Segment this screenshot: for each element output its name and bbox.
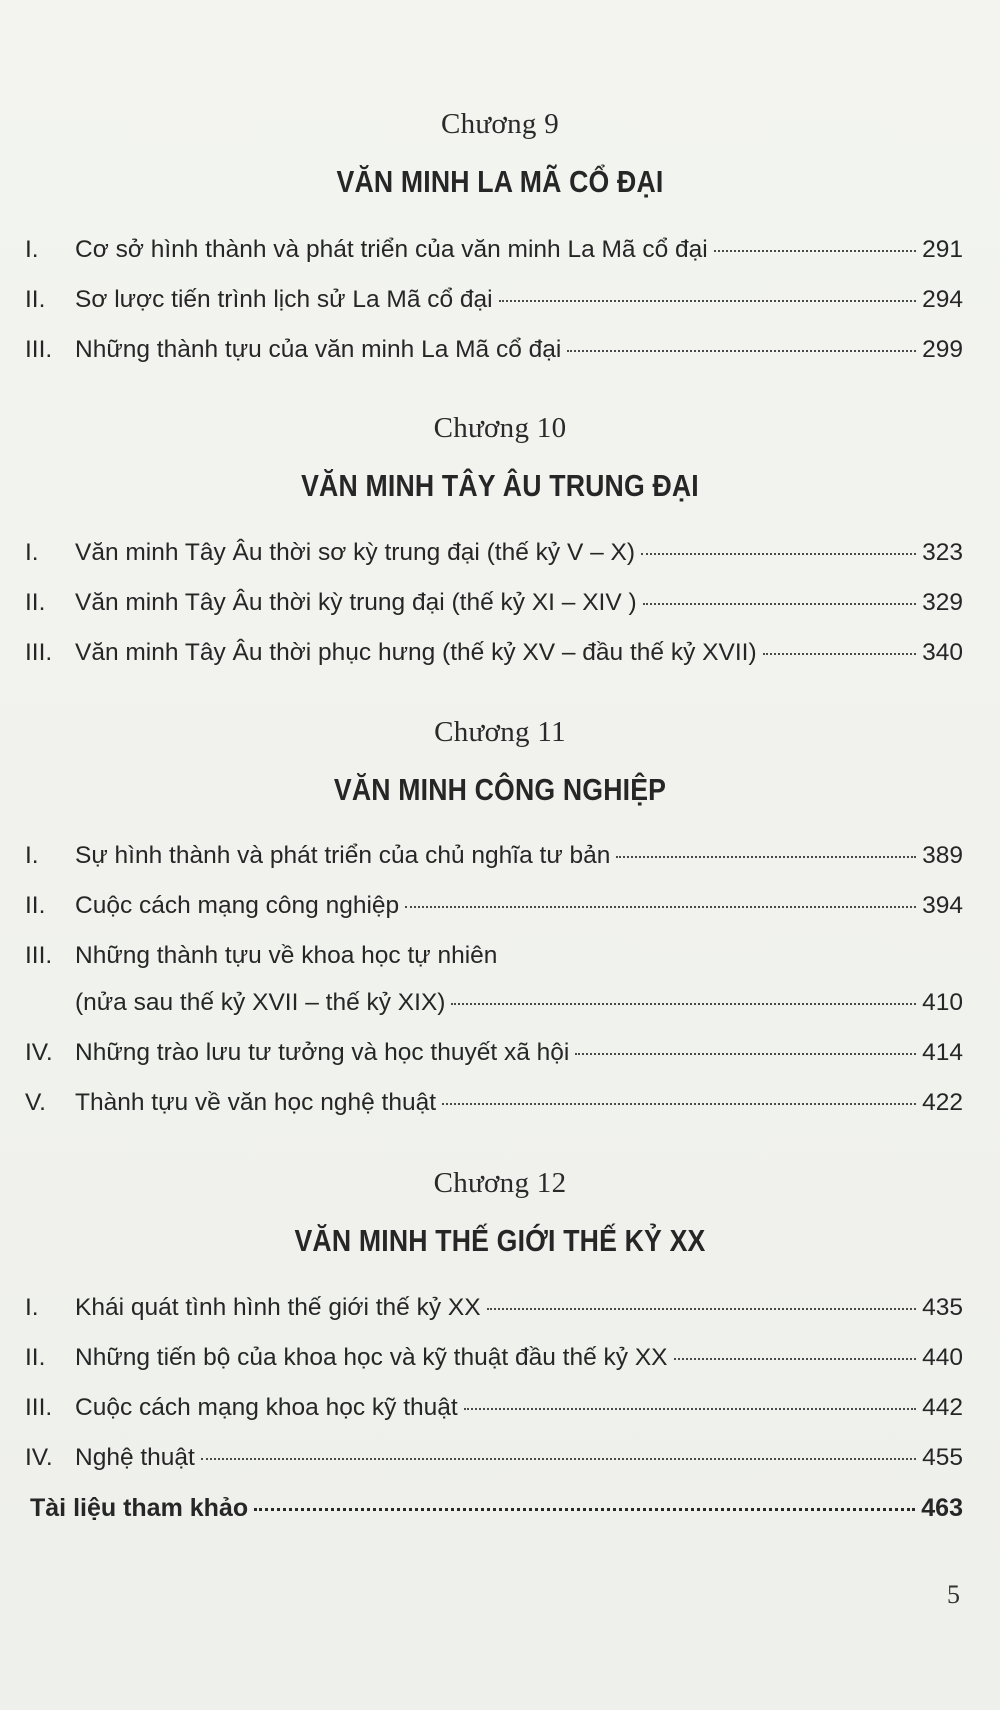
entry-title: Văn minh Tây Âu thời phục hưng (thế kỷ XV – đầu thế kỷ XVII) <box>75 639 757 666</box>
dot-leader <box>442 1103 916 1105</box>
toc-entry[interactable] <box>25 1444 963 1480</box>
entry-number: III. <box>25 1394 53 1421</box>
toc-entry[interactable] <box>25 842 963 878</box>
dot-leader <box>616 856 916 858</box>
entry-number: II. <box>25 286 46 313</box>
chapter-heading <box>0 1167 1000 1200</box>
entry-page: 435 <box>922 1294 963 1321</box>
chapter-title-text: VĂN MINH THẾ GIỚI THẾ KỶ XX <box>294 1223 706 1258</box>
entry-page: 329 <box>922 589 963 616</box>
entry-number: II. <box>25 1344 46 1371</box>
entry-number: I. <box>25 236 39 263</box>
toc-entry[interactable] <box>25 589 963 625</box>
chapter-number: Chương 9 <box>440 108 560 140</box>
toc-entry[interactable] <box>25 1294 963 1330</box>
chapter-heading <box>0 412 1000 445</box>
chapter-title <box>0 772 1000 808</box>
entry-page: 323 <box>922 539 963 566</box>
entry-title-continuation: (nửa sau thế kỷ XVII – thế kỷ XIX) <box>75 989 446 1016</box>
entry-page: 455 <box>922 1444 963 1471</box>
dot-leader <box>405 906 916 908</box>
toc-entry[interactable] <box>25 892 963 928</box>
entry-number: III. <box>25 336 53 363</box>
entry-page: 294 <box>922 286 963 313</box>
entry-page: 410 <box>922 989 963 1016</box>
entry-title: Thành tựu về văn học nghệ thuật <box>75 1089 437 1116</box>
entry-number: I. <box>25 1294 39 1321</box>
entry-page: 414 <box>922 1039 963 1066</box>
toc-entry[interactable] <box>25 1089 963 1125</box>
entry-page: 422 <box>922 1089 963 1116</box>
entry-number: I. <box>25 539 39 566</box>
entry-number: I. <box>25 842 39 869</box>
chapter-title-text: VĂN MINH LA MÃ CỔ ĐẠI <box>336 164 664 199</box>
entry-page: 389 <box>922 842 963 869</box>
entry-number: V. <box>25 1089 46 1116</box>
entry-number: II. <box>25 589 46 616</box>
chapter-title <box>0 468 1000 504</box>
entry-title: Những trào lưu tư tưởng và học thuyết xã hội <box>75 1039 570 1066</box>
toc-entry[interactable] <box>25 1344 963 1380</box>
toc-entry-continuation[interactable] <box>25 989 963 1025</box>
entry-number: IV. <box>25 1039 53 1066</box>
dot-leader <box>487 1308 917 1310</box>
entry-number: II. <box>25 892 46 919</box>
entry-title: Những thành tựu về khoa học tự nhiên <box>75 942 498 969</box>
entry-number: IV. <box>25 1444 53 1471</box>
chapter-title <box>0 164 1000 200</box>
toc-entry[interactable] <box>25 1394 963 1430</box>
toc-entry[interactable] <box>25 639 963 675</box>
dot-leader <box>254 1508 915 1511</box>
toc-entry[interactable] <box>25 1039 963 1075</box>
chapter-title-text: VĂN MINH TÂY ÂU TRUNG ĐẠI <box>301 468 699 503</box>
dot-leader <box>567 350 916 352</box>
entry-title: Sơ lược tiến trình lịch sử La Mã cổ đại <box>75 286 493 313</box>
entry-title: Cuộc cách mạng khoa học kỹ thuật <box>75 1394 458 1421</box>
chapter-title-text: VĂN MINH CÔNG NGHIỆP <box>333 772 667 807</box>
toc-entry[interactable] <box>25 286 963 322</box>
entry-page: 291 <box>922 236 963 263</box>
entry-title: Cơ sở hình thành và phát triển của văn minh La Mã cổ đại <box>75 236 708 263</box>
entry-title: Nghệ thuật <box>75 1444 195 1471</box>
toc-entry[interactable] <box>25 539 963 575</box>
dot-leader <box>575 1053 916 1055</box>
entry-page: 440 <box>922 1344 963 1371</box>
chapter-number: Chương 12 <box>433 1167 567 1199</box>
references-page: 463 <box>921 1494 963 1522</box>
entry-page: 442 <box>922 1394 963 1421</box>
chapter-number: Chương 10 <box>433 412 567 444</box>
dot-leader <box>674 1358 917 1360</box>
entry-title: Những tiến bộ của khoa học và kỹ thuật đầu thế kỷ XX <box>75 1344 668 1371</box>
entry-number: III. <box>25 639 53 666</box>
entry-title: Văn minh Tây Âu thời kỳ trung đại (thế kỷ XI – XIV ) <box>75 589 637 616</box>
entry-title: Sự hình thành và phát triển của chủ nghĩa tư bản <box>75 842 611 869</box>
entry-number: III. <box>25 942 53 969</box>
dot-leader <box>201 1458 916 1460</box>
entry-title: Khái quát tình hình thế giới thế kỷ XX <box>75 1294 481 1321</box>
dot-leader <box>464 1408 916 1410</box>
entry-page: 299 <box>922 336 963 363</box>
dot-leader <box>641 553 916 555</box>
dot-leader <box>763 653 916 655</box>
page-number: 5 <box>947 1580 960 1609</box>
chapter-heading <box>0 716 1000 749</box>
toc-entry-references[interactable] <box>30 1494 963 1530</box>
toc-entry[interactable] <box>25 236 963 272</box>
toc-entry[interactable] <box>25 336 963 372</box>
entry-page: 340 <box>922 639 963 666</box>
dot-leader <box>499 300 916 302</box>
chapter-title <box>0 1223 1000 1259</box>
dot-leader <box>451 1003 916 1005</box>
entry-page: 394 <box>922 892 963 919</box>
toc-entry[interactable] <box>25 942 963 978</box>
entry-title: Những thành tựu của văn minh La Mã cổ đại <box>75 336 562 363</box>
entry-title: Cuộc cách mạng công nghiệp <box>75 892 400 919</box>
chapter-number: Chương 11 <box>434 716 566 748</box>
dot-leader <box>714 250 916 252</box>
chapter-heading <box>0 108 1000 141</box>
references-title: Tài liệu tham khảo <box>30 1494 249 1522</box>
entry-title: Văn minh Tây Âu thời sơ kỳ trung đại (thế kỷ V – X) <box>75 539 636 566</box>
dot-leader <box>643 603 916 605</box>
